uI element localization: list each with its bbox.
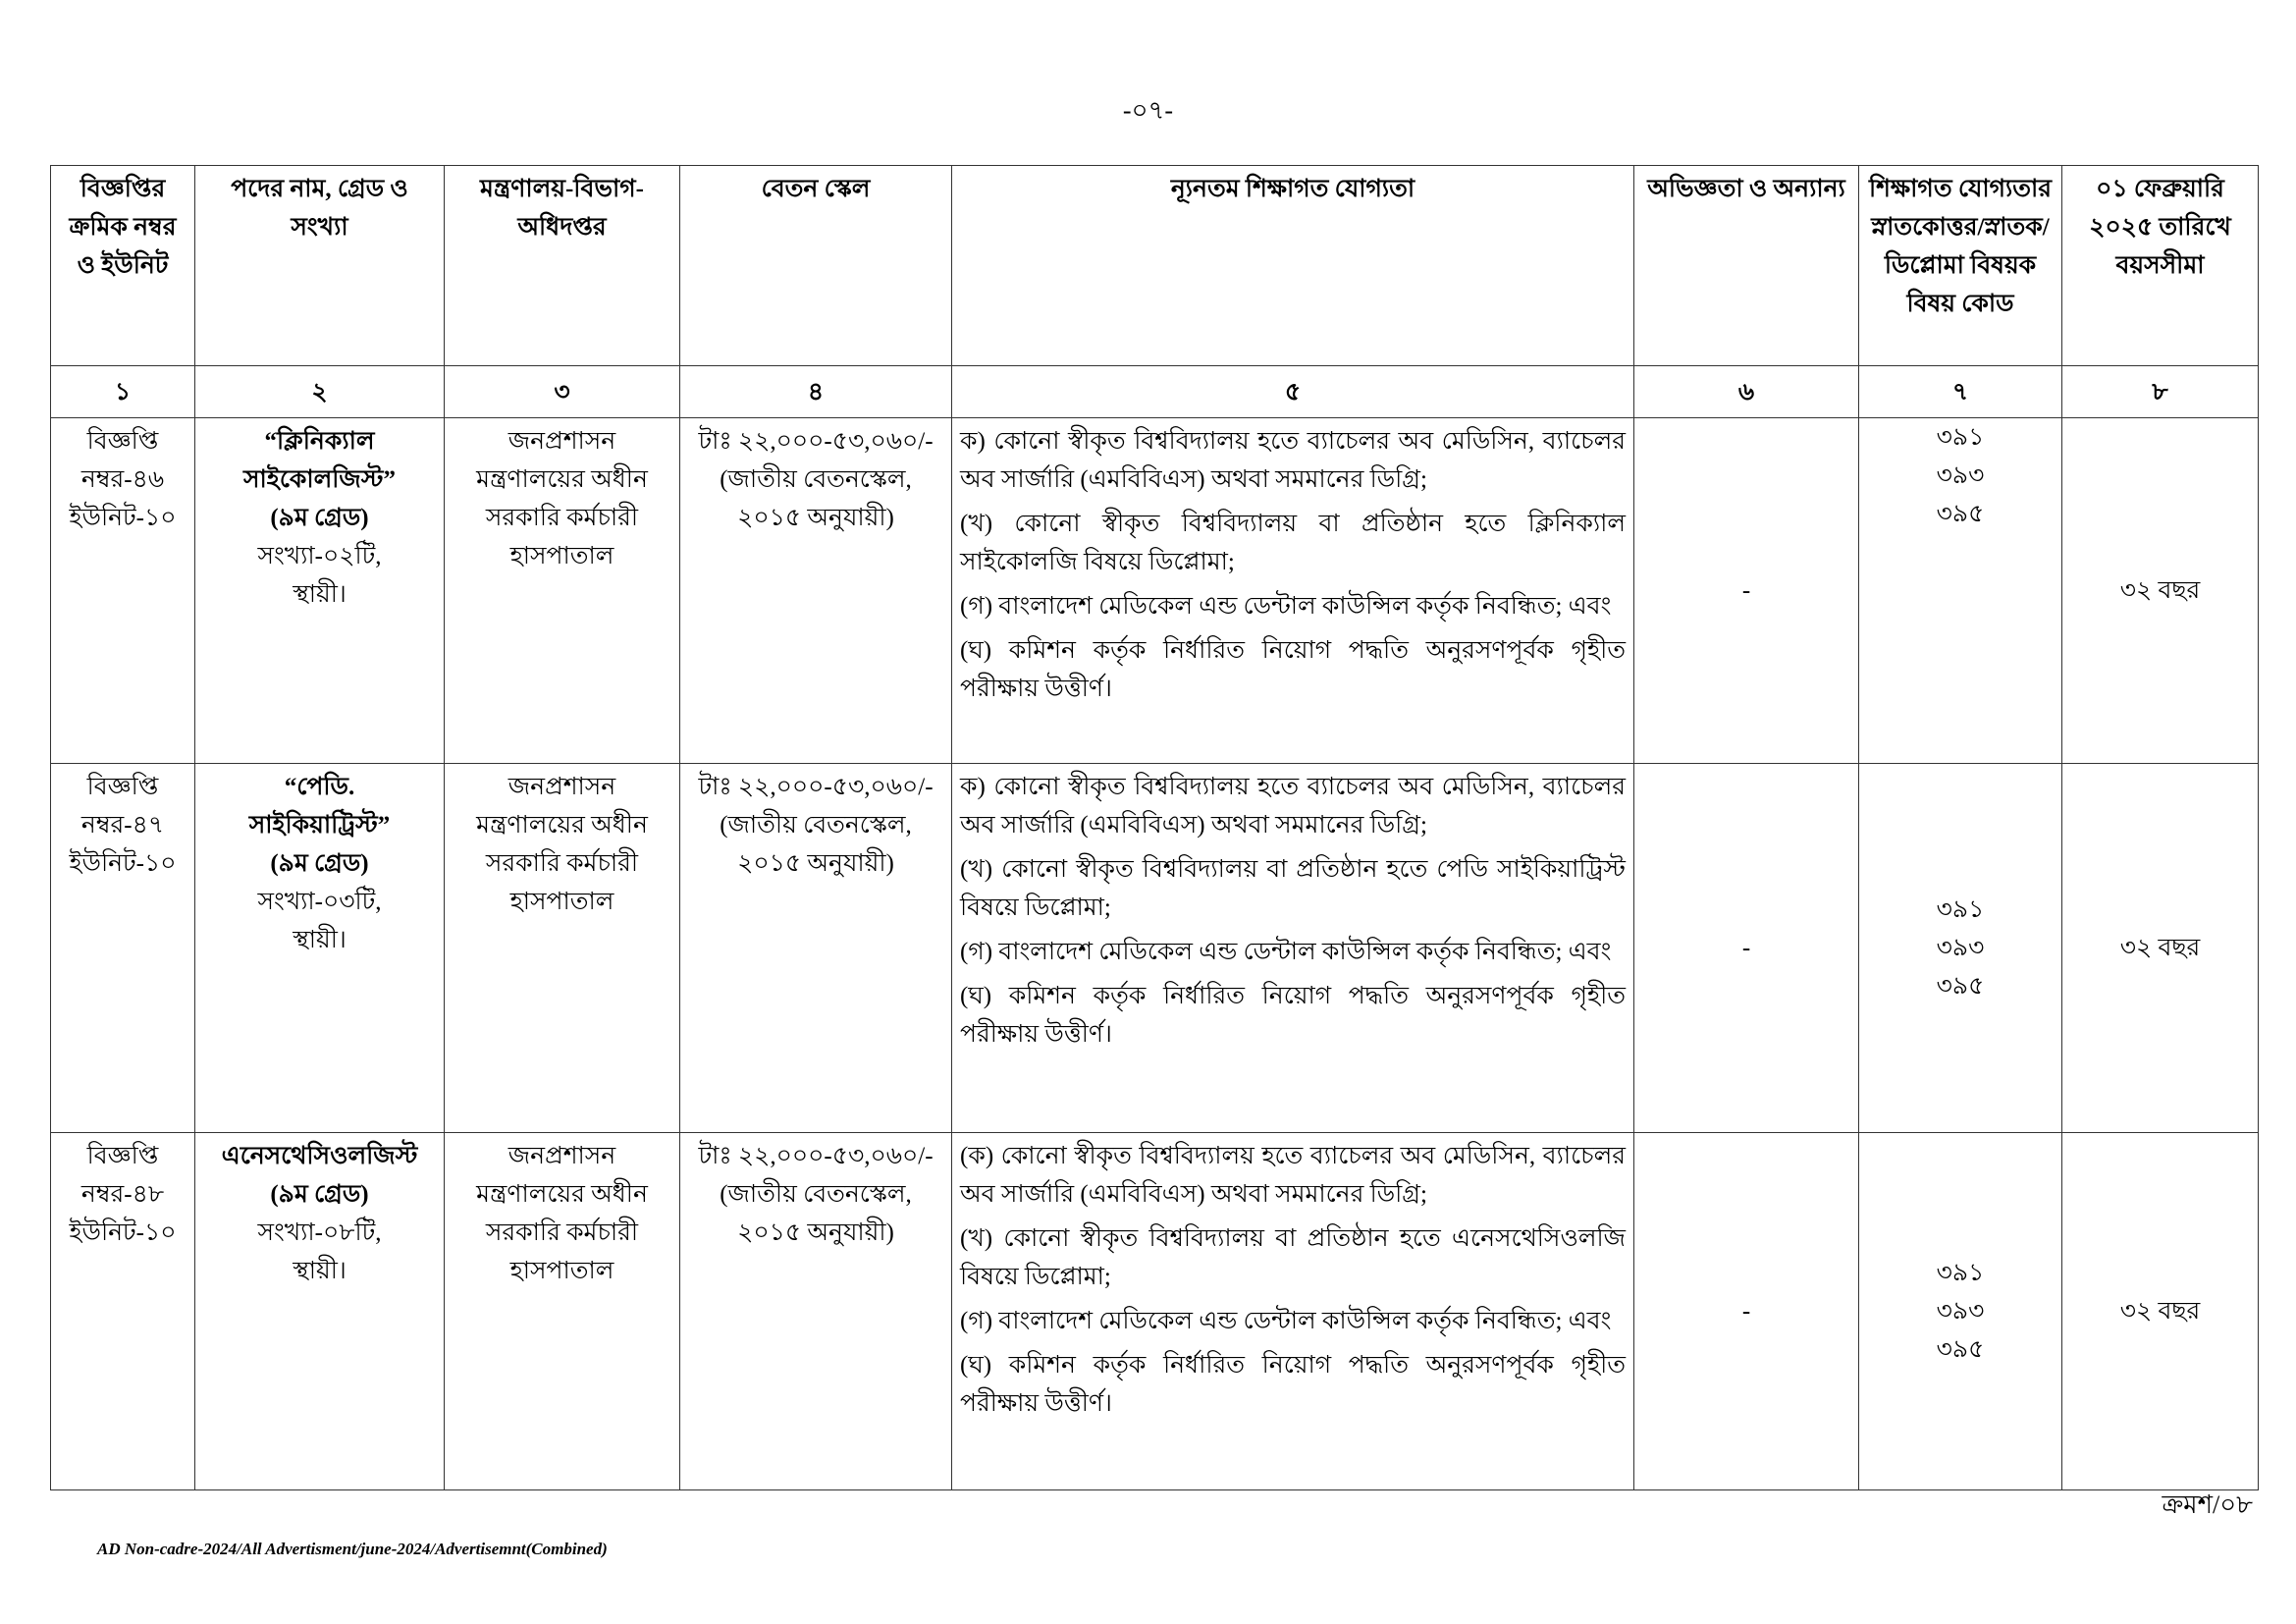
serial-line: নম্বর-৪৬ [80,466,165,493]
age-cell: ৩২ বছর [2062,418,2259,764]
pay-scale-line: ২০১৫ অনুযায়ী) [737,505,894,531]
qualification-item: (ক) কোনো স্বীকৃত বিশ্ববিদ্যালয় হতে ব্যাচেলর অব মেডিসিন, ব্যাচেলর অব সার্জারি (এমবিবিএস) অথবা সমমানের ডিগ্রি; [960,1143,1626,1208]
ministry-line: হাসপাতাল [509,889,614,915]
qualification-item: (ঘ) কমিশন কর্তৃক নির্ধারিত নিয়োগ পদ্ধতি অনুরসণপূর্বক গৃহীত পরীক্ষায় উত্তীর্ণ। [960,1352,1626,1417]
codes-line: ৩৯৫ [1936,1336,1985,1363]
ministry-line: জনপ্রশাসন [507,1143,616,1169]
qualification-item: (গ) বাংলাদেশ মেডিকেল এন্ড ডেন্টাল কাউন্সিল কর্তৃক নিবন্ধিত; এবং [960,593,1612,620]
column-number-row [51,366,2259,418]
pay-cell [680,764,952,1133]
qualification-item: (খ) কোনো স্বীকৃত বিশ্ববিদ্যালয় বা প্রতিষ্ঠান হতে পেডি সাইকিয়াট্রিস্ট বিষয়ে ডিপ্লোমা; [960,856,1626,921]
col-num: ১ [51,366,195,418]
serial-line: নম্বর-৪৭ [80,812,165,839]
table-row [51,764,2259,1133]
ministry-line: হাসপাতাল [509,543,614,569]
serial-line: ইউনিট-১০ [69,505,177,531]
ministry-line: জনপ্রশাসন [507,774,616,800]
header-qualification: ন্যূনতম শিক্ষাগত যোগ্যতা [952,166,1634,366]
pay-scale-line: টাঃ ২২,০০০-৫৩,০৬০/- [698,428,934,455]
ministry-cell [445,764,680,1133]
ministry-line: হাসপাতাল [509,1258,614,1284]
col-num: ৭ [1859,366,2062,418]
serial-line: ইউনিট-১০ [69,1219,177,1246]
post-count-line: স্থায়ী। [293,1258,347,1284]
col-num: ৩ [445,366,680,418]
ministry-line: সরকারি কর্মচারী [485,1219,639,1246]
col-num: ২ [195,366,445,418]
table-row [51,418,2259,764]
codes-line: ৩৯৫ [1936,501,1985,527]
post-count-line: সংখ্যা-০৮টি, [257,1219,382,1246]
serial-line: ইউনিট-১০ [69,850,177,877]
serial-line: নম্বর-৪৮ [80,1181,165,1208]
ministry-line: জনপ্রশাসন [507,428,616,455]
pay-scale-line: (জাতীয় বেতনস্কেল, [720,1181,912,1208]
ministry-line: সরকারি কর্মচারী [485,505,639,531]
pay-cell [680,418,952,764]
codes-cell [1859,418,2062,764]
qualification-cell [952,418,1634,764]
footer-path: AD Non-cadre-2024/All Advertisment/june-2024/Advertisemnt(Combined) [97,1540,608,1558]
post-title-line: সাইকিয়াট্রিস্ট” [248,812,391,839]
codes-line: ৩৯৩ [1936,462,1985,489]
post-title-line: (৯ম গ্রেড) [270,850,369,877]
post-title-line: সাইকোলজিস্ট” [243,466,396,493]
serial-line: বিজ্ঞপ্তি [86,774,159,800]
qualification-item: (খ) কোনো স্বীকৃত বিশ্ববিদ্যালয় বা প্রতিষ্ঠান হতে ক্লিনিক্যাল সাইকোলজি বিষয়ে ডিপ্লোমা; [960,511,1626,575]
codes-line: ৩৯৫ [1936,973,1985,1000]
qualification-item: (গ) বাংলাদেশ মেডিকেল এন্ড ডেন্টাল কাউন্সিল কর্তৃক নিবন্ধিত; এবং [960,939,1612,965]
codes-line: ৩৯১ [1936,896,1985,923]
table-row [51,1133,2259,1490]
ministry-cell [445,418,680,764]
col-num: ৬ [1634,366,1859,418]
experience-cell: - [1634,418,1859,764]
continued-note: ক্রমশ/০৮ [2162,1490,2253,1519]
qualification-cell [952,1133,1634,1490]
job-table [50,165,2259,1490]
header-serial: বিজ্ঞপ্তির ক্রমিক নম্বর ও ইউনিট [51,166,195,366]
qualification-item: (গ) বাংলাদেশ মেডিকেল এন্ড ডেন্টাল কাউন্সিল কর্তৃক নিবন্ধিত; এবং [960,1308,1612,1334]
qualification-item: ক) কোনো স্বীকৃত বিশ্ববিদ্যালয় হতে ব্যাচেলর অব মেডিসিন, ব্যাচেলর অব সার্জারি (এমবিবিএস) অথবা সমমানের ডিগ্রি; [960,428,1626,493]
codes-line: ৩৯৩ [1936,1298,1985,1325]
post-title-line: (৯ম গ্রেড) [270,1181,369,1208]
age-cell: ৩২ বছর [2062,764,2259,1133]
pay-scale-line: ২০১৫ অনুযায়ী) [737,1219,894,1246]
post-title-line: এনেসথেসিওলজিস্ট [221,1143,418,1169]
age-cell: ৩২ বছর [2062,1133,2259,1490]
post-title-line: (৯ম গ্রেড) [270,505,369,531]
post-count-line: সংখ্যা-০২টি, [257,543,382,569]
post-count-line: সংখ্যা-০৩টি, [257,889,382,915]
experience-cell: - [1634,1133,1859,1490]
header-ministry: মন্ত্রণালয়-বিভাগ-অধিদপ্তর [445,166,680,366]
post-cell [195,1133,445,1490]
codes-cell [1859,764,2062,1133]
pay-scale-line: (জাতীয় বেতনস্কেল, [720,466,912,493]
pay-scale-line: টাঃ ২২,০০০-৫৩,০৬০/- [698,1143,934,1169]
post-count-line: স্থায়ী। [293,581,347,608]
pay-scale-line: টাঃ ২২,০০০-৫৩,০৬০/- [698,774,934,800]
post-title-line: “পেডি. [284,774,355,800]
serial-line: বিজ্ঞপ্তি [86,1143,159,1169]
header-post: পদের নাম, গ্রেড ও সংখ্যা [195,166,445,366]
ministry-cell [445,1133,680,1490]
page-number: -০৭- [1122,96,1174,125]
qualification-item: (খ) কোনো স্বীকৃত বিশ্ববিদ্যালয় বা প্রতিষ্ঠান হতে এনেসথেসিওলজি বিষয়ে ডিপ্লোমা; [960,1225,1626,1290]
codes-line: ৩৯৩ [1936,935,1985,961]
header-pay: বেতন স্কেল [680,166,952,366]
header-row [51,166,2259,366]
serial-cell [51,1133,195,1490]
serial-cell [51,418,195,764]
codes-line: ৩৯১ [1936,1260,1985,1286]
header-experience: অভিজ্ঞতা ও অন্যান্য [1634,166,1859,366]
codes-cell [1859,1133,2062,1490]
col-num: ৮ [2062,366,2259,418]
pay-cell [680,1133,952,1490]
post-cell [195,418,445,764]
experience-cell: - [1634,764,1859,1133]
post-title-line: “ক্লিনিক্যাল [264,428,375,455]
pay-scale-line: (জাতীয় বেতনস্কেল, [720,812,912,839]
codes-line: ৩৯১ [1936,424,1985,451]
ministry-line: মন্ত্রণালয়ের অধীন [476,812,648,839]
qualification-item: (ঘ) কমিশন কর্তৃক নির্ধারিত নিয়োগ পদ্ধতি অনুরসণপূর্বক গৃহীত পরীক্ষায় উত্তীর্ণ। [960,983,1626,1048]
col-num: ৪ [680,366,952,418]
qualification-cell [952,764,1634,1133]
ministry-line: মন্ত্রণালয়ের অধীন [476,466,648,493]
serial-line: বিজ্ঞপ্তি [86,428,159,455]
post-count-line: স্থায়ী। [293,927,347,953]
header-codes: শিক্ষাগত যোগ্যতার স্নাতকোত্তর/স্নাতক/ ডিপ্লোমা বিষয়ক বিষয় কোড [1859,166,2062,366]
qualification-item: (ঘ) কমিশন কর্তৃক নির্ধারিত নিয়োগ পদ্ধতি অনুরসণপূর্বক গৃহীত পরীক্ষায় উত্তীর্ণ। [960,637,1626,702]
header-age: ০১ ফেব্রুয়ারি ২০২৫ তারিখে বয়সসীমা [2062,166,2259,366]
col-num: ৫ [952,366,1634,418]
qualification-item: ক) কোনো স্বীকৃত বিশ্ববিদ্যালয় হতে ব্যাচেলর অব মেডিসিন, ব্যাচেলর অব সার্জারি (এমবিবিএস) অথবা সমমানের ডিগ্রি; [960,774,1626,839]
ministry-line: সরকারি কর্মচারী [485,850,639,877]
pay-scale-line: ২০১৫ অনুযায়ী) [737,850,894,877]
ministry-line: মন্ত্রণালয়ের অধীন [476,1181,648,1208]
serial-cell [51,764,195,1133]
post-cell [195,764,445,1133]
